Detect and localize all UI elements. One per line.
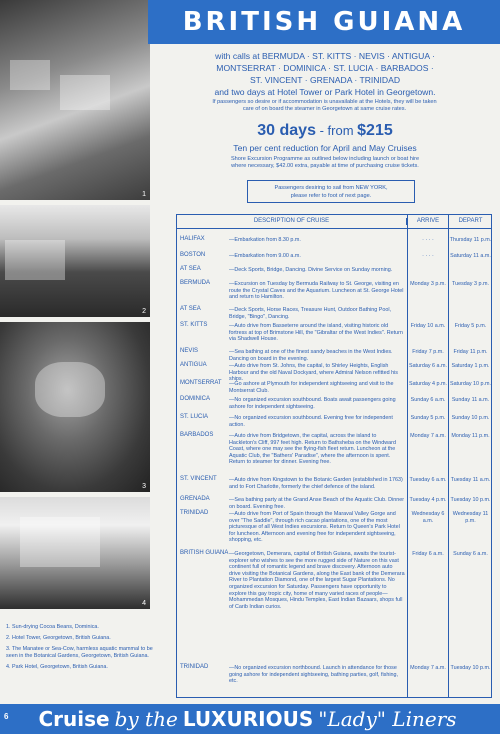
shore-excursion-note [170, 156, 480, 170]
row-depart: Sunday 11 a.m. [451, 397, 490, 403]
from-text: - from [315, 123, 358, 138]
row-description: —Auto drive from St. Johns, the capital, to Shirley Heights, English Harbour and the old Naval Dockyard, where Admiral Nelson refitted his ships. [229, 363, 398, 383]
footer-banner [0, 704, 500, 734]
row-depart: Friday 5 p.m. [454, 323, 487, 329]
row-arrive: Friday 6 a.m. [412, 551, 444, 557]
port-name: DOMINICA [180, 396, 210, 402]
row-depart: Tuesday 10 p.m. [450, 497, 491, 503]
port-name: AT SEA [180, 306, 201, 312]
row-description: —Auto drive from Bridgetown, the capital, across the island to Hackleton's Cliff, 997 feet high. Return to Bathsheba on the Windward Coast, where one may see the flying-fish fleet return. Luncheon at the Aquatic Club, the "Bathers' Paradise", where the afternoon is spent. Return to steamer for dinner. Evening free. [229, 433, 396, 466]
row-description: —Embarkation from 9.00 a.m. [229, 253, 301, 259]
row-arrive: Sunday 5 p.m. [410, 415, 446, 421]
table-header [177, 215, 491, 229]
row-depart: Wednesday 11 p.m. [452, 511, 489, 524]
row-description: —Deck Sports, Bridge, Dancing. Divine Service on Sunday morning. [229, 267, 393, 273]
price-amount: $215 [357, 122, 393, 139]
hotel-note [172, 99, 477, 113]
port-name: MONTSERRAT [180, 380, 222, 386]
duration: 30 days [257, 122, 316, 139]
header-description: DESCRIPTION OF CRUISE [177, 218, 407, 225]
row-arrive: Monday 7 a.m. [410, 433, 446, 439]
reduction-text: Ten per cent reduction for April and May Cruises [233, 143, 417, 153]
row-depart: Thursday 11 p.m. [449, 237, 492, 243]
intro-line: with calls at BERMUDA · ST. KITTS · NEVIS · ANTIGUA · [215, 51, 435, 61]
row-description: —No organized excursion southbound. Evening free for independent action. [229, 415, 393, 428]
note-line: care of on board the steamer in Georgetown at same cruise rates. [242, 106, 407, 112]
row-description: —Excursion on Tuesday by Bermuda Railway to St. George, visiting en route the Crystal Caves and the Aquarium. Luncheon at St. George Hotel and return to Hamilton. [229, 281, 404, 301]
title-banner [148, 0, 500, 44]
row-description: —Embarkation from 8.30 p.m. [229, 237, 301, 243]
intro-line: MONTSERRAT · DOMINICA · ST. LUCIA · BARBADOS · [216, 63, 434, 73]
price-line [160, 122, 490, 140]
port-name: BRITISH GUIANA [180, 550, 229, 556]
itinerary-table [176, 214, 492, 698]
photo-park-hotel [0, 497, 150, 609]
header-arrive: ARRIVE [416, 218, 440, 224]
port-name: ST. KITTS [180, 322, 208, 328]
row-arrive: · · · · [422, 237, 434, 243]
port-name: AT SEA [180, 266, 201, 272]
row-description: —Auto drive from Basseterre around the island, visiting historic old fortress at top of Brimstone Hill, the "Gibraltar of the West Indies". Return via Shadwell House. [229, 323, 403, 343]
row-arrive: Monday 3 p.m. [410, 281, 446, 287]
row-depart: Tuesday 11 a.m. [450, 477, 491, 483]
port-name: HALIFAX [180, 236, 205, 242]
row-arrive: Saturday 4 p.m. [408, 381, 448, 387]
ny-line: please refer to foot of next page. [290, 193, 372, 199]
row-arrive: Sunday 6 a.m. [410, 397, 446, 403]
footer-luxurious: LUXURIOUS [182, 707, 314, 731]
row-arrive: Friday 10 a.m. [410, 323, 446, 329]
row-arrive: Friday 7 p.m. [412, 349, 444, 355]
port-name: ST. VINCENT [180, 476, 217, 482]
photo-number: 3 [142, 483, 146, 490]
ports-intro [160, 50, 490, 98]
photo-number: 2 [142, 308, 146, 315]
row-depart: Sunday 10 p.m. [451, 415, 490, 421]
row-depart: Tuesday 10 p.m. [450, 665, 491, 671]
page-title: BRITISH GUIANA [182, 7, 466, 37]
footer-by-the: by the [114, 707, 178, 731]
page-number: 6 [4, 712, 9, 721]
new-york-box [247, 180, 415, 203]
photo-number: 4 [142, 600, 146, 607]
port-name: TRINIDAD [180, 510, 209, 516]
intro-line: ST. VINCENT · GRENADA · TRINIDAD [249, 75, 401, 85]
row-arrive: Monday 7 a.m. [410, 665, 446, 671]
port-name: TRINIDAD [180, 664, 209, 670]
row-depart: Sunday 6 a.m. [453, 551, 488, 557]
note-line: If passengers so desire or if accommodation is unavailable at the Hotels, they will be taken [212, 99, 437, 105]
ny-line: Passengers desiring to sail from NEW YORK, [274, 185, 388, 191]
row-arrive: Saturday 6 a.m. [408, 363, 448, 369]
row-arrive: Wednesday 6 a.m. [411, 511, 445, 524]
port-name: ST. LUCIA [180, 414, 209, 420]
port-name: ANTIGUA [180, 362, 207, 368]
row-description: —Georgetown, Demerara, capital of British Guiana, awaits the tourist-explorer who wishes to see the more rugged side of Nature on this vast continent full of romantic legend and brave discovery. Afternoon auto drive visiting the Botanical Gardens, along the East bank of the Demerara River to Plantation Diamond, one of the largest Sugar Plantations. No organized excursion for Saturday. Passengers have opportunity to explore this gay tropic city, home of many varied races of people—Mohammedan Mosques, Hindu Temples, East Indian Bazaars, shops full of Carib Indian curios. [229, 551, 405, 610]
row-depart: Saturday 10 p.m. [449, 381, 492, 387]
row-depart: Tuesday 3 p.m. [452, 281, 489, 287]
photo-cocoa-beans [0, 0, 150, 200]
row-description: —No organized excursion northbound. Launch in attendance for those going ashore for independent sightseeing, bathing parties, golf, fishing, etc. [229, 665, 399, 685]
shore-line: Shore Excursion Programme as outlined below including launch or boat hire [230, 156, 420, 162]
row-arrive: Tuesday 4 p.m. [409, 497, 447, 503]
row-arrive: · · · · [422, 253, 434, 259]
footer-cruise: Cruise [38, 707, 110, 731]
photo-column [0, 0, 150, 610]
row-description: —Auto drive from Port of Spain through the Maraval Valley Gorge and over "The Saddle", through rich cacao plantations, one of the most picturesque of all West Indies excursions. Return to Queen's Park Hotel for luncheon. Afternoon and evening free for independent sightseeing, shopping, etc. [229, 511, 400, 544]
row-description: —Sea bathing party at the Grand Anse Beach of the Aquatic Club. Dinner on board. Evening free. [229, 497, 405, 510]
photo-number: 1 [142, 191, 146, 198]
row-arrive: Tuesday 6 a.m. [409, 477, 447, 483]
photo-manatee [0, 322, 150, 492]
photo-hotel-tower [0, 205, 150, 317]
port-name: GRENADA [180, 496, 210, 502]
row-depart: Monday 11 p.m. [451, 433, 490, 439]
caption-4: 4. Park Hotel, Georgetown, British Guiana. [6, 664, 108, 670]
photo-captions [6, 624, 156, 675]
row-description: —Deck Sports, Horse Races, Treasure Hunt, Outdoor Bathing Pool, Bridge, "Bingo", Dancing. [229, 307, 392, 320]
footer-lady-liners: "Lady" Liners [318, 707, 457, 731]
port-name: NEVIS [180, 348, 199, 354]
row-depart: Saturday 1 p.m. [451, 363, 490, 369]
row-description: —Go ashore at Plymouth for independent sightseeing and visit to the Montserrat Club. [229, 381, 394, 394]
row-description: —Sea bathing at one of the finest sandy beaches in the West Indies. Dancing on board in the evening. [229, 349, 393, 362]
header-depart: DEPART [458, 218, 483, 224]
port-name: BOSTON [180, 252, 206, 258]
port-name: BERMUDA [180, 280, 211, 286]
caption-2: 2. Hotel Tower, Georgetown, British Guiana. [6, 635, 111, 641]
row-depart: Friday 11 p.m. [453, 349, 488, 355]
row-description: —No organized excursion southbound. Boats await passengers going ashore for independent sightseeing. [229, 397, 396, 410]
caption-1: 1. Sun-drying Cocoa Beans, Dominica. [6, 624, 99, 630]
caption-3: 3. The Manatee or Sea-Cow, harmless aquatic mammal to be seen in the Botanical Gardens, Georgetown, British Guiana. [6, 646, 153, 659]
row-depart: Saturday 11 a.m. [450, 253, 491, 259]
port-name: BARBADOS [180, 432, 214, 438]
row-description: —Auto drive from Kingstown to the Botanic Garden (established in 1763) and to Fort Charlotte, formerly the chief defence of the island. [229, 477, 403, 490]
intro-line: and two days at Hotel Tower or Park Hotel in Georgetown. [214, 87, 436, 97]
shore-line: where necessary, $42.00 extra, payable at time of purchasing cruise tickets. [231, 163, 419, 169]
